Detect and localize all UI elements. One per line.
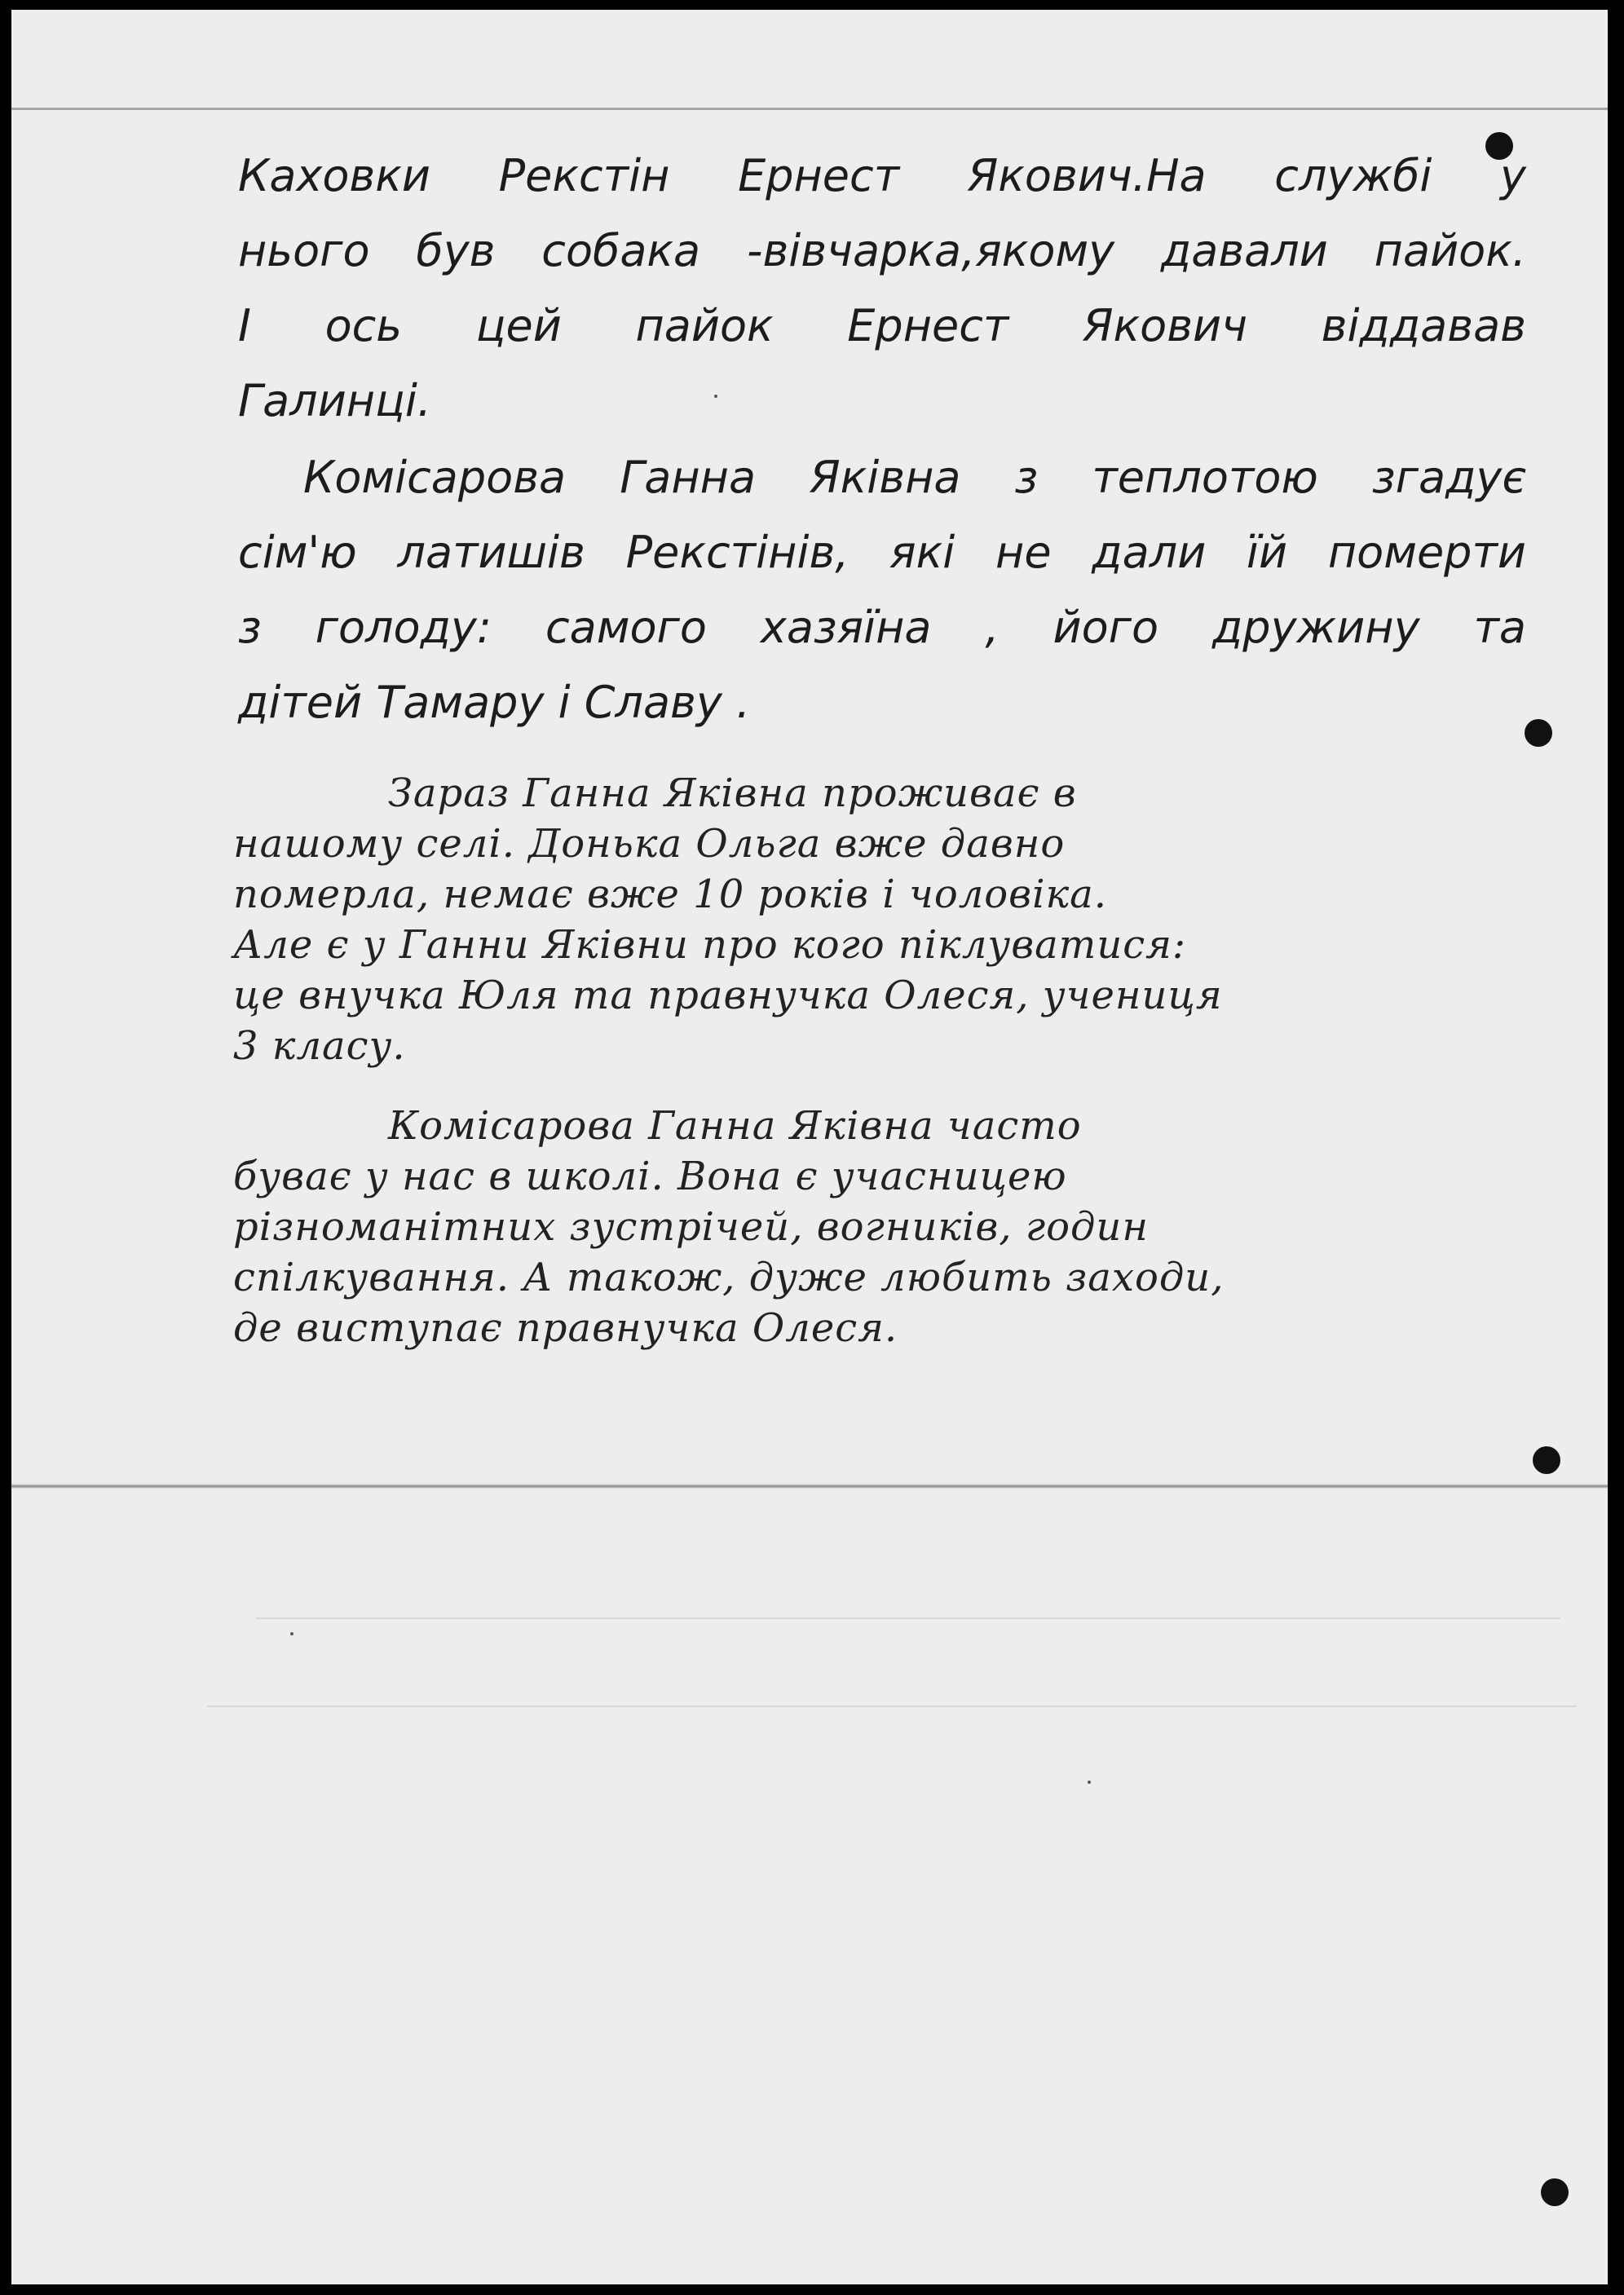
handwritten-line: це внучка Юля та правнучка Олеся, учениця: [233, 973, 1223, 1018]
text-line: Каховки Рекстін Ернест Якович.На службі у: [238, 150, 1526, 201]
typed-paragraph-2: [238, 440, 1526, 740]
text-line: Галинці.: [238, 375, 432, 426]
handwritten-paragraph-2: [233, 1101, 1554, 1353]
handwritten-line: спілкування. А також, дуже любить заходи,: [233, 1255, 1225, 1300]
document-page: [11, 10, 1608, 2284]
handwritten-line: Але є у Ганни Яківни про кого піклуватися:: [233, 922, 1187, 968]
punch-hole-icon: [1533, 1446, 1560, 1474]
faint-bleed-line: [207, 1706, 1577, 1707]
handwritten-line: померла, немає вже 10 років і чоловіка.: [233, 872, 1108, 917]
text-line: І ось цей пайок Ернест Якович віддавав: [238, 300, 1526, 351]
scan-speck: [290, 1632, 293, 1635]
punch-hole-icon: [1541, 2178, 1569, 2206]
scan-edge-line-middle: [11, 1484, 1608, 1489]
handwritten-paragraph-1: [233, 768, 1554, 1071]
typed-paragraph-1: [238, 139, 1526, 439]
text-line: сім'ю латишів Рекстінів, які не дали їй померти: [238, 527, 1526, 578]
handwritten-line: де виступає правнучка Олеся.: [233, 1305, 898, 1351]
scan-edge-line-top: [11, 108, 1608, 110]
text-line: Комісарова Ганна Яківна з теплотою згадує: [303, 452, 1526, 503]
handwritten-line: Комісарова Ганна Яківна часто: [388, 1103, 1082, 1149]
handwritten-line: нашому селі. Донька Ольга вже давно: [233, 821, 1066, 867]
punch-hole-icon: [1525, 719, 1552, 747]
text-line: з голоду: самого хазяїна , його дружину та: [238, 602, 1526, 653]
handwritten-line: різноманітних зустрічей, вогників, годин: [233, 1204, 1149, 1250]
handwritten-line: буває у нас в школі. Вона є учасницею: [233, 1154, 1067, 1199]
faint-bleed-line: [256, 1618, 1560, 1619]
handwritten-line: 3 класу.: [233, 1023, 406, 1069]
handwritten-line: Зараз Ганна Яківна проживає в: [388, 770, 1077, 816]
scan-speck: [1088, 1781, 1091, 1784]
text-line: нього був собака -вівчарка,якому давали пайок.: [238, 225, 1526, 276]
text-line: дітей Тамару і Славу .: [238, 677, 751, 728]
